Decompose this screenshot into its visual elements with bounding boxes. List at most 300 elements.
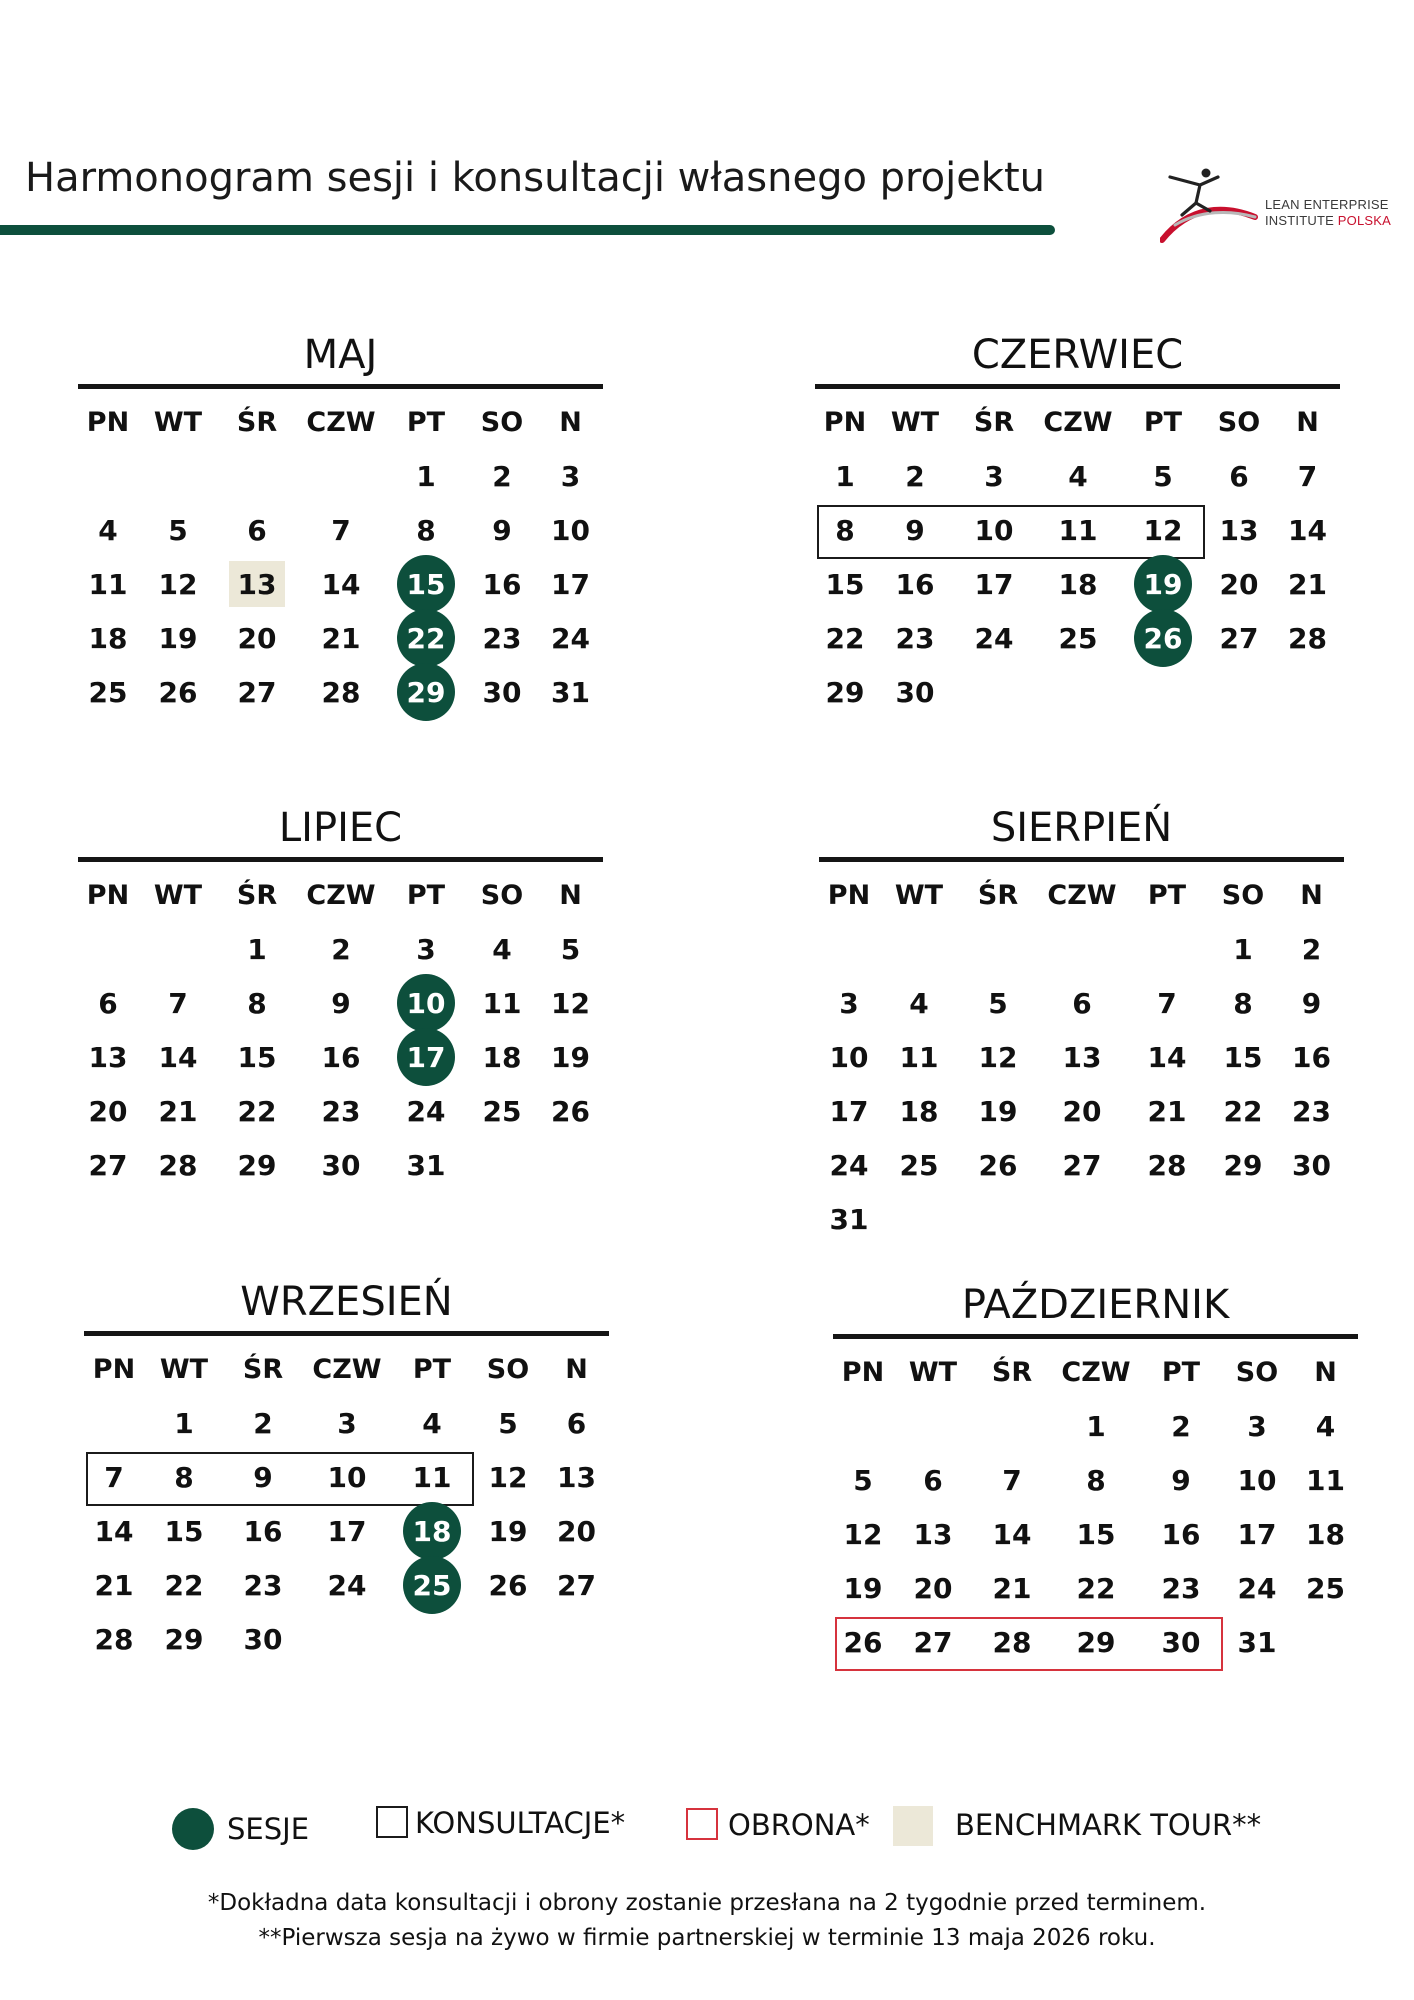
weekday-header: PN	[841, 1356, 885, 1388]
empty-cell	[78, 449, 138, 503]
logo-text-institute: INSTITUTE	[1265, 213, 1338, 228]
day-cell: 15	[164, 1514, 204, 1548]
day-cell: 3	[839, 986, 859, 1020]
day-cell: 24	[829, 1148, 869, 1182]
day-cell: 22	[1076, 1571, 1116, 1605]
day-cell: 31	[829, 1202, 869, 1236]
day-cell: 14	[158, 1040, 198, 1074]
day-cell: 4	[492, 932, 512, 966]
day-cell: 13	[1062, 1040, 1102, 1074]
day-cell: 24	[551, 621, 590, 655]
day-cell: 18	[482, 1040, 522, 1074]
day-cell: 23	[321, 1094, 361, 1128]
day-cell: 7	[168, 986, 188, 1020]
weekday-header: N	[1300, 879, 1323, 911]
day-cell-benchmark: 13	[218, 557, 296, 611]
day-cell: 6	[1072, 986, 1092, 1020]
day-cell: 15	[1223, 1040, 1263, 1074]
day-cell: 11	[412, 1460, 452, 1494]
legend-konsultacje-label: KONSULTACJE*	[415, 1806, 626, 1840]
empty-cell	[84, 1396, 144, 1450]
weekday-header: CZW	[1061, 1356, 1131, 1388]
day-cell: 30	[243, 1622, 283, 1656]
empty-cell	[955, 665, 1033, 719]
day-cell: 12	[843, 1517, 883, 1551]
empty-cell	[1127, 922, 1207, 976]
day-cell: 4	[422, 1406, 442, 1440]
day-cell: 22	[164, 1568, 204, 1602]
day-cell: 26	[158, 675, 198, 709]
logo-text-line2	[1265, 213, 1391, 228]
day-cell: 16	[1161, 1517, 1201, 1551]
day-cell: 6	[923, 1463, 943, 1497]
empty-cell	[218, 449, 296, 503]
month-calendar-maj	[78, 330, 603, 719]
title-underline	[0, 225, 1055, 235]
page-title: Harmonogram sesji i konsultacji własnego projektu	[25, 155, 1045, 201]
day-cell: 30	[895, 675, 935, 709]
day-cell: 2	[253, 1406, 273, 1440]
day-cell: 8	[1233, 986, 1253, 1020]
month-name: CZERWIEC	[971, 332, 1184, 378]
day-cell: 18	[1306, 1517, 1345, 1551]
day-cell: 2	[905, 459, 925, 493]
weekday-header: SO	[486, 1353, 530, 1385]
day-cell: 6	[247, 513, 267, 547]
day-cell: 11	[1058, 513, 1098, 547]
day-cell: 8	[835, 513, 855, 547]
day-cell: 22	[237, 1094, 277, 1128]
day-cell: 10	[829, 1040, 869, 1074]
day-cell: 27	[88, 1148, 128, 1182]
day-cell: 1	[174, 1406, 194, 1440]
month-divider	[833, 1334, 1358, 1339]
day-cell-session: 26	[1123, 611, 1203, 665]
weekday-header: ŚR	[242, 1353, 284, 1385]
month-calendar-sierpien	[819, 803, 1344, 1246]
day-cell: 24	[406, 1094, 446, 1128]
day-cell: 21	[94, 1568, 134, 1602]
weekday-header: CZW	[312, 1353, 382, 1385]
month-name: MAJ	[303, 332, 378, 378]
day-cell-session: 22	[386, 611, 466, 665]
day-cell: 20	[913, 1571, 953, 1605]
empty-cell	[1123, 665, 1203, 719]
day-cell: 12	[1143, 513, 1183, 547]
weekday-header: WT	[908, 1356, 958, 1388]
day-cell: 15	[1076, 1517, 1116, 1551]
day-cell: 30	[1292, 1148, 1331, 1182]
day-cell-session: 10	[386, 976, 466, 1030]
weekday-header: PT	[1161, 1356, 1201, 1388]
day-cell: 28	[1288, 621, 1327, 655]
day-cell: 17	[829, 1094, 869, 1128]
day-cell: 28	[992, 1625, 1032, 1659]
legend-benchmark-swatch-icon	[893, 1806, 933, 1846]
day-cell: 18	[88, 621, 128, 655]
weekday-header: CZW	[306, 406, 376, 438]
day-cell: 6	[98, 986, 118, 1020]
weekday-header: WT	[890, 406, 940, 438]
day-cell: 2	[1171, 1409, 1191, 1443]
month-calendar-wrzesien	[84, 1277, 609, 1666]
day-cell: 18	[1058, 567, 1098, 601]
day-cell: 12	[488, 1460, 528, 1494]
calendar-grid	[815, 395, 1340, 719]
weekday-header: PN	[92, 1353, 136, 1385]
month-name: LIPIEC	[278, 805, 403, 851]
empty-cell	[1203, 665, 1275, 719]
day-cell: 29	[237, 1148, 277, 1182]
day-cell: 3	[337, 1406, 357, 1440]
day-cell: 1	[416, 459, 436, 493]
month-name: PAŹDZIERNIK	[961, 1282, 1230, 1328]
day-cell: 9	[1301, 986, 1322, 1020]
day-cell-session: 18	[392, 1504, 472, 1558]
weekday-header: WT	[894, 879, 944, 911]
footnotes	[0, 1886, 1414, 1956]
empty-cell	[1207, 1192, 1279, 1246]
weekday-header: ŚR	[236, 406, 278, 438]
day-cell: 7	[1157, 986, 1177, 1020]
day-cell: 19	[488, 1514, 528, 1548]
day-cell: 8	[174, 1460, 194, 1494]
month-divider	[78, 384, 603, 389]
day-cell: 10	[974, 513, 1014, 547]
day-cell: 21	[1147, 1094, 1187, 1128]
day-cell: 9	[1171, 1463, 1191, 1497]
legend-obrona-box-icon	[686, 1808, 718, 1840]
logo-text-line1: LEAN ENTERPRISE	[1265, 197, 1389, 212]
weekday-header: ŚR	[236, 879, 278, 911]
day-cell: 12	[158, 567, 198, 601]
day-cell: 4	[98, 513, 118, 547]
day-cell: 26	[978, 1148, 1018, 1182]
calendar-grid	[78, 395, 603, 719]
footnote-1: *Dokładna data konsultacji i obrony zostanie przesłana na 2 tygodnie przed terminem.	[207, 1890, 1207, 1916]
day-cell: 28	[94, 1622, 134, 1656]
day-cell-session: 29	[386, 665, 466, 719]
day-cell: 25	[1058, 621, 1098, 655]
day-cell: 26	[488, 1568, 528, 1602]
day-cell: 3	[984, 459, 1004, 493]
empty-cell	[138, 449, 218, 503]
day-cell: 16	[895, 567, 935, 601]
day-cell: 14	[1147, 1040, 1187, 1074]
empty-cell	[1037, 1192, 1127, 1246]
empty-cell	[973, 1399, 1051, 1453]
weekday-header: CZW	[1043, 406, 1113, 438]
day-cell: 25	[899, 1148, 939, 1182]
day-cell: 7	[331, 513, 351, 547]
day-cell: 19	[158, 621, 198, 655]
day-cell: 20	[557, 1514, 596, 1548]
day-cell: 27	[1219, 621, 1259, 655]
month-divider	[78, 857, 603, 862]
weekday-header: ŚR	[973, 406, 1015, 438]
day-cell: 17	[327, 1514, 367, 1548]
empty-cell	[959, 1192, 1037, 1246]
weekday-header: WT	[153, 406, 203, 438]
weekday-header: PN	[86, 879, 130, 911]
day-cell: 3	[560, 459, 581, 493]
weekday-header: PT	[412, 1353, 452, 1385]
day-cell: 7	[1002, 1463, 1022, 1497]
empty-cell	[138, 922, 218, 976]
empty-cell	[893, 1399, 973, 1453]
month-name: SIERPIEŃ	[990, 805, 1173, 851]
day-cell: 31	[406, 1148, 446, 1182]
day-cell: 14	[94, 1514, 134, 1548]
empty-cell	[302, 1612, 392, 1666]
day-cell: 29	[1223, 1148, 1263, 1182]
day-cell: 16	[243, 1514, 283, 1548]
day-cell: 27	[557, 1568, 596, 1602]
day-cell-session: 19	[1123, 557, 1203, 611]
day-cell: 23	[1292, 1094, 1331, 1128]
day-cell-session: 15	[386, 557, 466, 611]
empty-cell	[1033, 665, 1123, 719]
day-cell: 4	[909, 986, 929, 1020]
day-cell: 13	[913, 1517, 953, 1551]
month-calendar-czerwiec	[815, 330, 1340, 719]
empty-cell	[544, 1612, 609, 1666]
weekday-header: PT	[406, 406, 446, 438]
weekday-header: SO	[1217, 406, 1261, 438]
day-cell: 9	[905, 513, 925, 547]
day-cell: 27	[913, 1625, 953, 1659]
legend	[0, 1800, 1414, 1860]
empty-cell	[879, 922, 959, 976]
day-cell-session: 17	[386, 1030, 466, 1084]
empty-cell	[392, 1612, 472, 1666]
day-cell: 1	[1086, 1409, 1106, 1443]
day-cell: 25	[482, 1094, 522, 1128]
legend-konsultacje-box-icon	[376, 1806, 408, 1838]
day-cell: 22	[825, 621, 865, 655]
empty-cell	[1293, 1615, 1358, 1669]
day-cell: 11	[88, 567, 128, 601]
day-cell: 24	[327, 1568, 367, 1602]
day-cell: 30	[321, 1148, 361, 1182]
day-cell: 14	[1288, 513, 1327, 547]
day-cell: 10	[551, 513, 590, 547]
day-cell: 19	[551, 1040, 590, 1074]
day-cell: 2	[331, 932, 351, 966]
lean-enterprise-institute-logo	[1160, 165, 1390, 245]
day-cell: 21	[158, 1094, 198, 1128]
legend-sesje-label: SESJE	[227, 1812, 310, 1846]
day-cell: 5	[498, 1406, 518, 1440]
day-cell: 23	[482, 621, 522, 655]
weekday-header: WT	[153, 879, 203, 911]
day-cell: 5	[1153, 459, 1173, 493]
day-cell: 14	[321, 567, 361, 601]
weekday-header: CZW	[306, 879, 376, 911]
day-cell: 7	[104, 1460, 124, 1494]
day-cell: 30	[1161, 1625, 1201, 1659]
legend-sesje-circle-icon	[172, 1808, 214, 1850]
day-cell: 19	[978, 1094, 1018, 1128]
day-cell: 5	[988, 986, 1008, 1020]
day-cell: 25	[1306, 1571, 1345, 1605]
day-cell: 15	[825, 567, 865, 601]
empty-cell	[1127, 1192, 1207, 1246]
empty-cell	[78, 922, 138, 976]
day-cell: 13	[88, 1040, 128, 1074]
day-cell: 17	[1237, 1517, 1277, 1551]
empty-cell	[819, 922, 879, 976]
day-cell: 8	[247, 986, 267, 1020]
empty-cell	[879, 1192, 959, 1246]
day-cell: 12	[551, 986, 590, 1020]
weekday-header: N	[1296, 406, 1319, 438]
day-cell: 20	[1062, 1094, 1102, 1128]
day-cell: 2	[492, 459, 512, 493]
weekday-header: N	[565, 1353, 588, 1385]
day-cell: 24	[1237, 1571, 1277, 1605]
weekday-header: PN	[827, 879, 871, 911]
weekday-header: PN	[86, 406, 130, 438]
empty-cell	[1275, 665, 1340, 719]
day-cell: 14	[992, 1517, 1032, 1551]
empty-cell	[1279, 1192, 1344, 1246]
empty-cell	[296, 449, 386, 503]
day-cell: 12	[978, 1040, 1018, 1074]
day-cell: 17	[974, 567, 1014, 601]
day-cell: 23	[1161, 1571, 1201, 1605]
day-cell: 2	[1301, 932, 1322, 966]
day-cell: 29	[164, 1622, 204, 1656]
day-cell: 11	[482, 986, 522, 1020]
day-cell: 30	[482, 675, 522, 709]
empty-cell	[1037, 922, 1127, 976]
day-cell: 19	[843, 1571, 883, 1605]
day-cell: 16	[482, 567, 522, 601]
day-cell: 20	[88, 1094, 128, 1128]
day-cell: 7	[1297, 459, 1318, 493]
day-cell: 8	[416, 513, 436, 547]
day-cell: 21	[1288, 567, 1327, 601]
day-cell: 13	[1219, 513, 1259, 547]
weekday-header: N	[1314, 1356, 1337, 1388]
day-cell: 1	[247, 932, 267, 966]
day-cell: 9	[331, 986, 351, 1020]
day-cell: 28	[321, 675, 361, 709]
weekday-header: PN	[823, 406, 867, 438]
day-cell: 11	[899, 1040, 939, 1074]
day-cell: 28	[158, 1148, 198, 1182]
weekday-header: PT	[406, 879, 446, 911]
day-cell: 3	[1247, 1409, 1267, 1443]
month-divider	[819, 857, 1344, 862]
day-cell: 25	[88, 675, 128, 709]
day-cell: 16	[321, 1040, 361, 1074]
day-cell: 21	[321, 621, 361, 655]
weekday-header: WT	[159, 1353, 209, 1385]
calendar-grid	[833, 1345, 1358, 1669]
day-cell-session: 25	[392, 1558, 472, 1612]
day-cell: 5	[560, 932, 581, 966]
empty-cell	[959, 922, 1037, 976]
day-cell: 24	[974, 621, 1014, 655]
month-divider	[815, 384, 1340, 389]
day-cell: 5	[168, 513, 188, 547]
month-name: WRZESIEŃ	[240, 1279, 453, 1325]
day-cell: 13	[557, 1460, 596, 1494]
weekday-header: PT	[1143, 406, 1183, 438]
month-divider	[84, 1331, 609, 1336]
calendar-grid	[84, 1342, 609, 1666]
empty-cell	[466, 1138, 538, 1192]
logo-text-polska: POLSKA	[1337, 213, 1392, 228]
day-cell: 9	[253, 1460, 273, 1494]
calendar-grid	[819, 868, 1344, 1246]
day-cell: 26	[843, 1625, 883, 1659]
weekday-header: N	[559, 406, 582, 438]
day-cell: 22	[1223, 1094, 1263, 1128]
day-cell: 20	[237, 621, 277, 655]
day-cell: 6	[1229, 459, 1249, 493]
legend-benchmark-label: BENCHMARK TOUR**	[955, 1808, 1262, 1842]
day-cell: 4	[1315, 1409, 1336, 1443]
day-cell: 16	[1292, 1040, 1331, 1074]
weekday-header: SO	[480, 879, 524, 911]
legend-obrona-label: OBRONA*	[728, 1808, 870, 1842]
day-cell: 21	[992, 1571, 1032, 1605]
day-cell: 1	[835, 459, 855, 493]
day-cell: 11	[1306, 1463, 1345, 1497]
day-cell: 8	[1086, 1463, 1106, 1497]
month-calendar-lipiec	[78, 803, 603, 1192]
day-cell: 1	[1233, 932, 1253, 966]
day-cell: 15	[237, 1040, 277, 1074]
weekday-header: N	[559, 879, 582, 911]
empty-cell	[833, 1399, 893, 1453]
day-cell: 5	[853, 1463, 873, 1497]
day-cell: 17	[551, 567, 590, 601]
weekday-header: PT	[1147, 879, 1187, 911]
empty-cell	[538, 1138, 603, 1192]
day-cell: 23	[895, 621, 935, 655]
day-cell: 10	[327, 1460, 367, 1494]
day-cell: 29	[825, 675, 865, 709]
day-cell: 6	[566, 1406, 587, 1440]
day-cell: 31	[551, 675, 590, 709]
day-cell: 3	[416, 932, 436, 966]
logo-figure-icon	[1160, 165, 1260, 245]
day-cell: 27	[1062, 1148, 1102, 1182]
weekday-header: SO	[1221, 879, 1265, 911]
empty-cell	[472, 1612, 544, 1666]
weekday-header: SO	[1235, 1356, 1279, 1388]
day-cell: 31	[1237, 1625, 1277, 1659]
day-cell: 29	[1076, 1625, 1116, 1659]
weekday-header: ŚR	[991, 1356, 1033, 1388]
footnote-2: **Pierwsza sesja na żywo w firmie partnerskiej w terminie 13 maja 2026 roku.	[258, 1925, 1156, 1951]
day-cell: 26	[551, 1094, 590, 1128]
month-calendar-pazdziernik	[833, 1280, 1358, 1669]
day-cell: 10	[1237, 1463, 1277, 1497]
weekday-header: SO	[480, 406, 524, 438]
weekday-header: ŚR	[977, 879, 1019, 911]
day-cell: 28	[1147, 1148, 1187, 1182]
calendar-grid	[78, 868, 603, 1192]
weekday-header: CZW	[1047, 879, 1117, 911]
day-cell: 27	[237, 675, 277, 709]
day-cell: 18	[899, 1094, 939, 1128]
day-cell: 23	[243, 1568, 283, 1602]
